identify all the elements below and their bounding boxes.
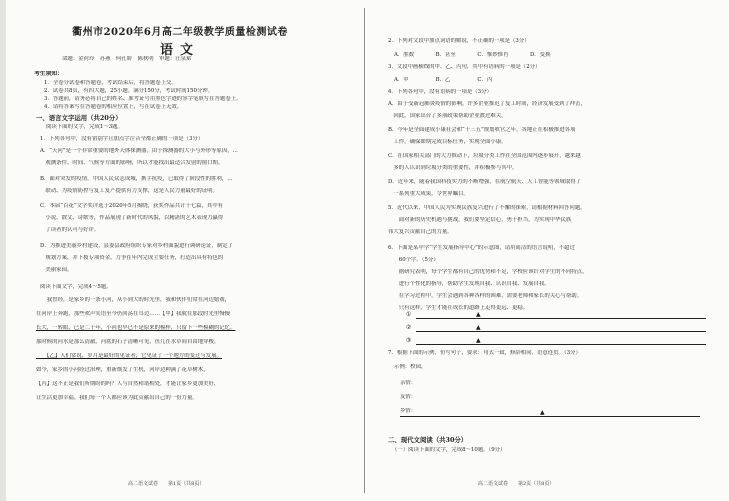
answer-label-3: ③ xyxy=(406,337,412,344)
option-line: 一系列重大成果，令世界瞩目。 xyxy=(388,191,469,197)
passage-line: 我曾经，是家乡的一条小河，从小到大的时光里，我和伙伴们常在河边嬉戏， xyxy=(36,297,231,303)
triangle-marker: ▲ xyxy=(476,324,481,331)
page-footer: 高二语文试卷 第2页（共8页） xyxy=(478,481,555,487)
option-line: D．近年来，随着我国科技实力的不断增强，在航空航天、人工智能等领域取得了 xyxy=(388,179,581,185)
exam-title: 衢州市2020年6月高二年级教学质量检测试卷 xyxy=(72,27,288,38)
question-line: 6．下面是某中学“学生发展指导中心”的示意图，请用简洁的语言说明，不超过 xyxy=(388,245,575,251)
text-line: D．为推进美丽乡村建设，县委县政府组织专家对乡村面貌进行调研论证，制定了 xyxy=(40,243,233,249)
answer-label-2: ② xyxy=(406,324,412,331)
text-line: 规划方案，并下拨专项资金，力争在年内完成主要任务，打造出具有特色的 xyxy=(40,255,224,261)
option-line: 工作，确保如期完成目标任务，实现全面小康。 xyxy=(388,139,507,145)
passage-line: 让生活更加幸福。我们每一个人都应该为此贡献出自己的一份力量。 xyxy=(36,395,198,401)
reading-intro: 阅读下面的文字，完成1～3题。 xyxy=(46,124,123,130)
question-line: 2．下列对文段中加点词语的解说，不正确的一项是（3分） xyxy=(388,38,530,44)
section-1-heading: 一、语言文字运用（共20分） xyxy=(36,114,122,122)
text-line: A．“天问”是一个非常重要的地外天体探测器，由于探测器的大小与外形等原因，... xyxy=(40,148,238,154)
option-line: A．胜数 B．甚至 C．惟妙惟肖 D．变换 xyxy=(394,52,551,58)
page-footer: 高二语文试卷 第1页（共8页） xyxy=(128,481,205,487)
answer-label-1: ① xyxy=(406,311,412,318)
page-divider xyxy=(364,8,365,493)
notice-item: 4．请将答案写在答题卷的相应位置上，写在试卷上无效。 xyxy=(44,104,183,110)
question-7-example: 示例：校园， xyxy=(394,364,427,370)
notice-item: 2．试卷共8页，有四大题，25小题。满分150分，考试时间150分钟。 xyxy=(44,88,214,94)
left-page xyxy=(0,0,362,501)
question-line: 3．文段中画横线的甲、乙、丙句，其中有语病的一项是（2分） xyxy=(388,64,541,70)
section-2-subheading: （一）阅读下面的文字，完成8～10题。（9分） xyxy=(392,447,506,453)
passage-line: 如今，家乡的小河经过治理，重新焕发了生机，河岸边种满了花草树木， xyxy=(36,367,209,373)
text-line: 美丽家园。 xyxy=(40,267,73,273)
passage-line: 据研究表明，每个学生都有自己的优势和不足，学校应该针对学生的不同特点， xyxy=(388,269,588,275)
triangle-marker: ▲ xyxy=(540,409,545,416)
subject-title: 语文 xyxy=(159,43,200,58)
fill-label-1: 亲情： xyxy=(400,380,417,386)
option-line: C．在国家相关部门的大力推动下，垃圾分类工作在全国范围内逐步展开，越来越 xyxy=(388,153,581,159)
triangle-marker: ▲ xyxy=(476,337,481,344)
question-line: 伟大复兴贡献自己的力量。 xyxy=(388,229,453,235)
option-line: B．今年是全面建成小康社会和“十三五”规划收官之年，各地正在积极推进各项 xyxy=(388,127,576,133)
answer-line-3 xyxy=(416,344,706,345)
option-line: A．由于受新冠肺炎疫情的影响，许多企业推迟了复工时间，经济发展受到了冲击， xyxy=(388,101,586,107)
passage-line-underlined: 长大，一转眼，已是二十年，小河也早已不是原来的模样，只留下一些模糊的记忆。 xyxy=(36,325,236,331)
passage-line: 只有这样，学生才能在成长的道路上走得更远、更稳。 xyxy=(388,305,529,311)
answer-line-4 xyxy=(400,416,700,417)
text-line: 小说、散文、诗歌等，作品展现了新时代的风貌，以精湛的艺术表现力赢得 xyxy=(40,215,224,221)
answer-line-2 xyxy=(416,331,706,332)
notice-item: 3．答题前，请务必将自己的姓名、准考证号用黑色字迹的签字笔填写在答题卷上。 xyxy=(44,96,242,102)
passage-line-underlined: 【乙】人们常说，岁月是最好的见证者，它见证了一个地方的变迁与发展。 xyxy=(36,353,222,359)
notice-item: 1．全卷分试卷和答题卷，考试结束后，将答题卷上交。 xyxy=(44,80,177,86)
triangle-marker: ▲ xyxy=(476,311,481,318)
answer-line-1 xyxy=(416,318,706,319)
text-line: B．面对突发的疫情，中国人民众志成城，携手抗疫，已取得了阶段性的胜利，... xyxy=(40,176,233,182)
right-page xyxy=(368,0,729,501)
option-line: A．甲 B．乙 C．丙 xyxy=(394,77,493,83)
question-7: 7．根据下面的示例，仿写句子，要求：句式一致，修辞相同，语意连贯。（3分） xyxy=(388,350,581,356)
fill-label-2: 友情： xyxy=(400,394,417,400)
passage-line: 在河岸上奔跑，那些欢声笑语至今仍回荡在耳边……【甲】我就在那段时光里慢慢 xyxy=(36,311,231,317)
text-line: C．本届“百花”文学奖评选于2020年5月揭晓，获奖作品共计十七篇，其中有 xyxy=(40,203,224,209)
option-line: 多的人认识到垃圾分类的重要性，并积极参与其中。 xyxy=(388,165,518,171)
fill-label-3: 乡情： xyxy=(400,408,417,414)
text-line: 观测条件、时间、气候等方面的影响，所以才能找出最适合发射的窗口期。 xyxy=(40,160,224,166)
text-line: 1．下列各句中，没有错别字且加点字注音全都正确的一项是（3分） xyxy=(40,136,204,142)
credits: 命题：金荷玲 苏燕 何孔娇 陈秋明 审题：汪泉斌 xyxy=(62,56,192,62)
passage-line: 在学习过程中，学生会遇到各种各样的困难，需要老师和家长的关心与帮助。 xyxy=(388,293,583,299)
question-line: 4．下列各句中，没有语病的一项是（3分） xyxy=(388,89,492,95)
text-line: 联动、为疫情防控与复工复产提供有力支撑，这是人民力量最好的证明。 xyxy=(40,188,218,194)
passage-line: 那时候的河水是那么清澈，河底的石子清晰可见，鱼儿在水草间自由地穿梭。 xyxy=(36,339,220,345)
question-line: 60个字。（5分） xyxy=(388,257,439,263)
option-line: 因此，国家出台了多项政策帮助企业渡过难关。 xyxy=(388,113,507,119)
text-line: 了读者的认可与好评。 xyxy=(40,227,100,233)
question-line: 5．近代以来，中国人民为实现民族复兴进行了不懈的探索，请根据材料回答问题。 xyxy=(388,205,586,211)
passage-line: 【丙】这不正是我们所期盼的吗？人与自然和谐相处，才能让家乡更加美好， xyxy=(36,381,220,387)
question-line: 面对新的历史机遇与挑战，我们要坚定信心，勇于担当，为实现中华民族 xyxy=(388,217,572,223)
passage-line: 进行个性化的指导，帮助学生发现自我、认识自我、发展自我。 xyxy=(388,281,550,287)
reading-intro-2: 阅读下面文字，完成4～5题。 xyxy=(40,284,112,290)
notice-heading: 考生须知： xyxy=(34,71,63,77)
section-2-heading: 二、现代文阅读（共30分） xyxy=(388,436,468,444)
